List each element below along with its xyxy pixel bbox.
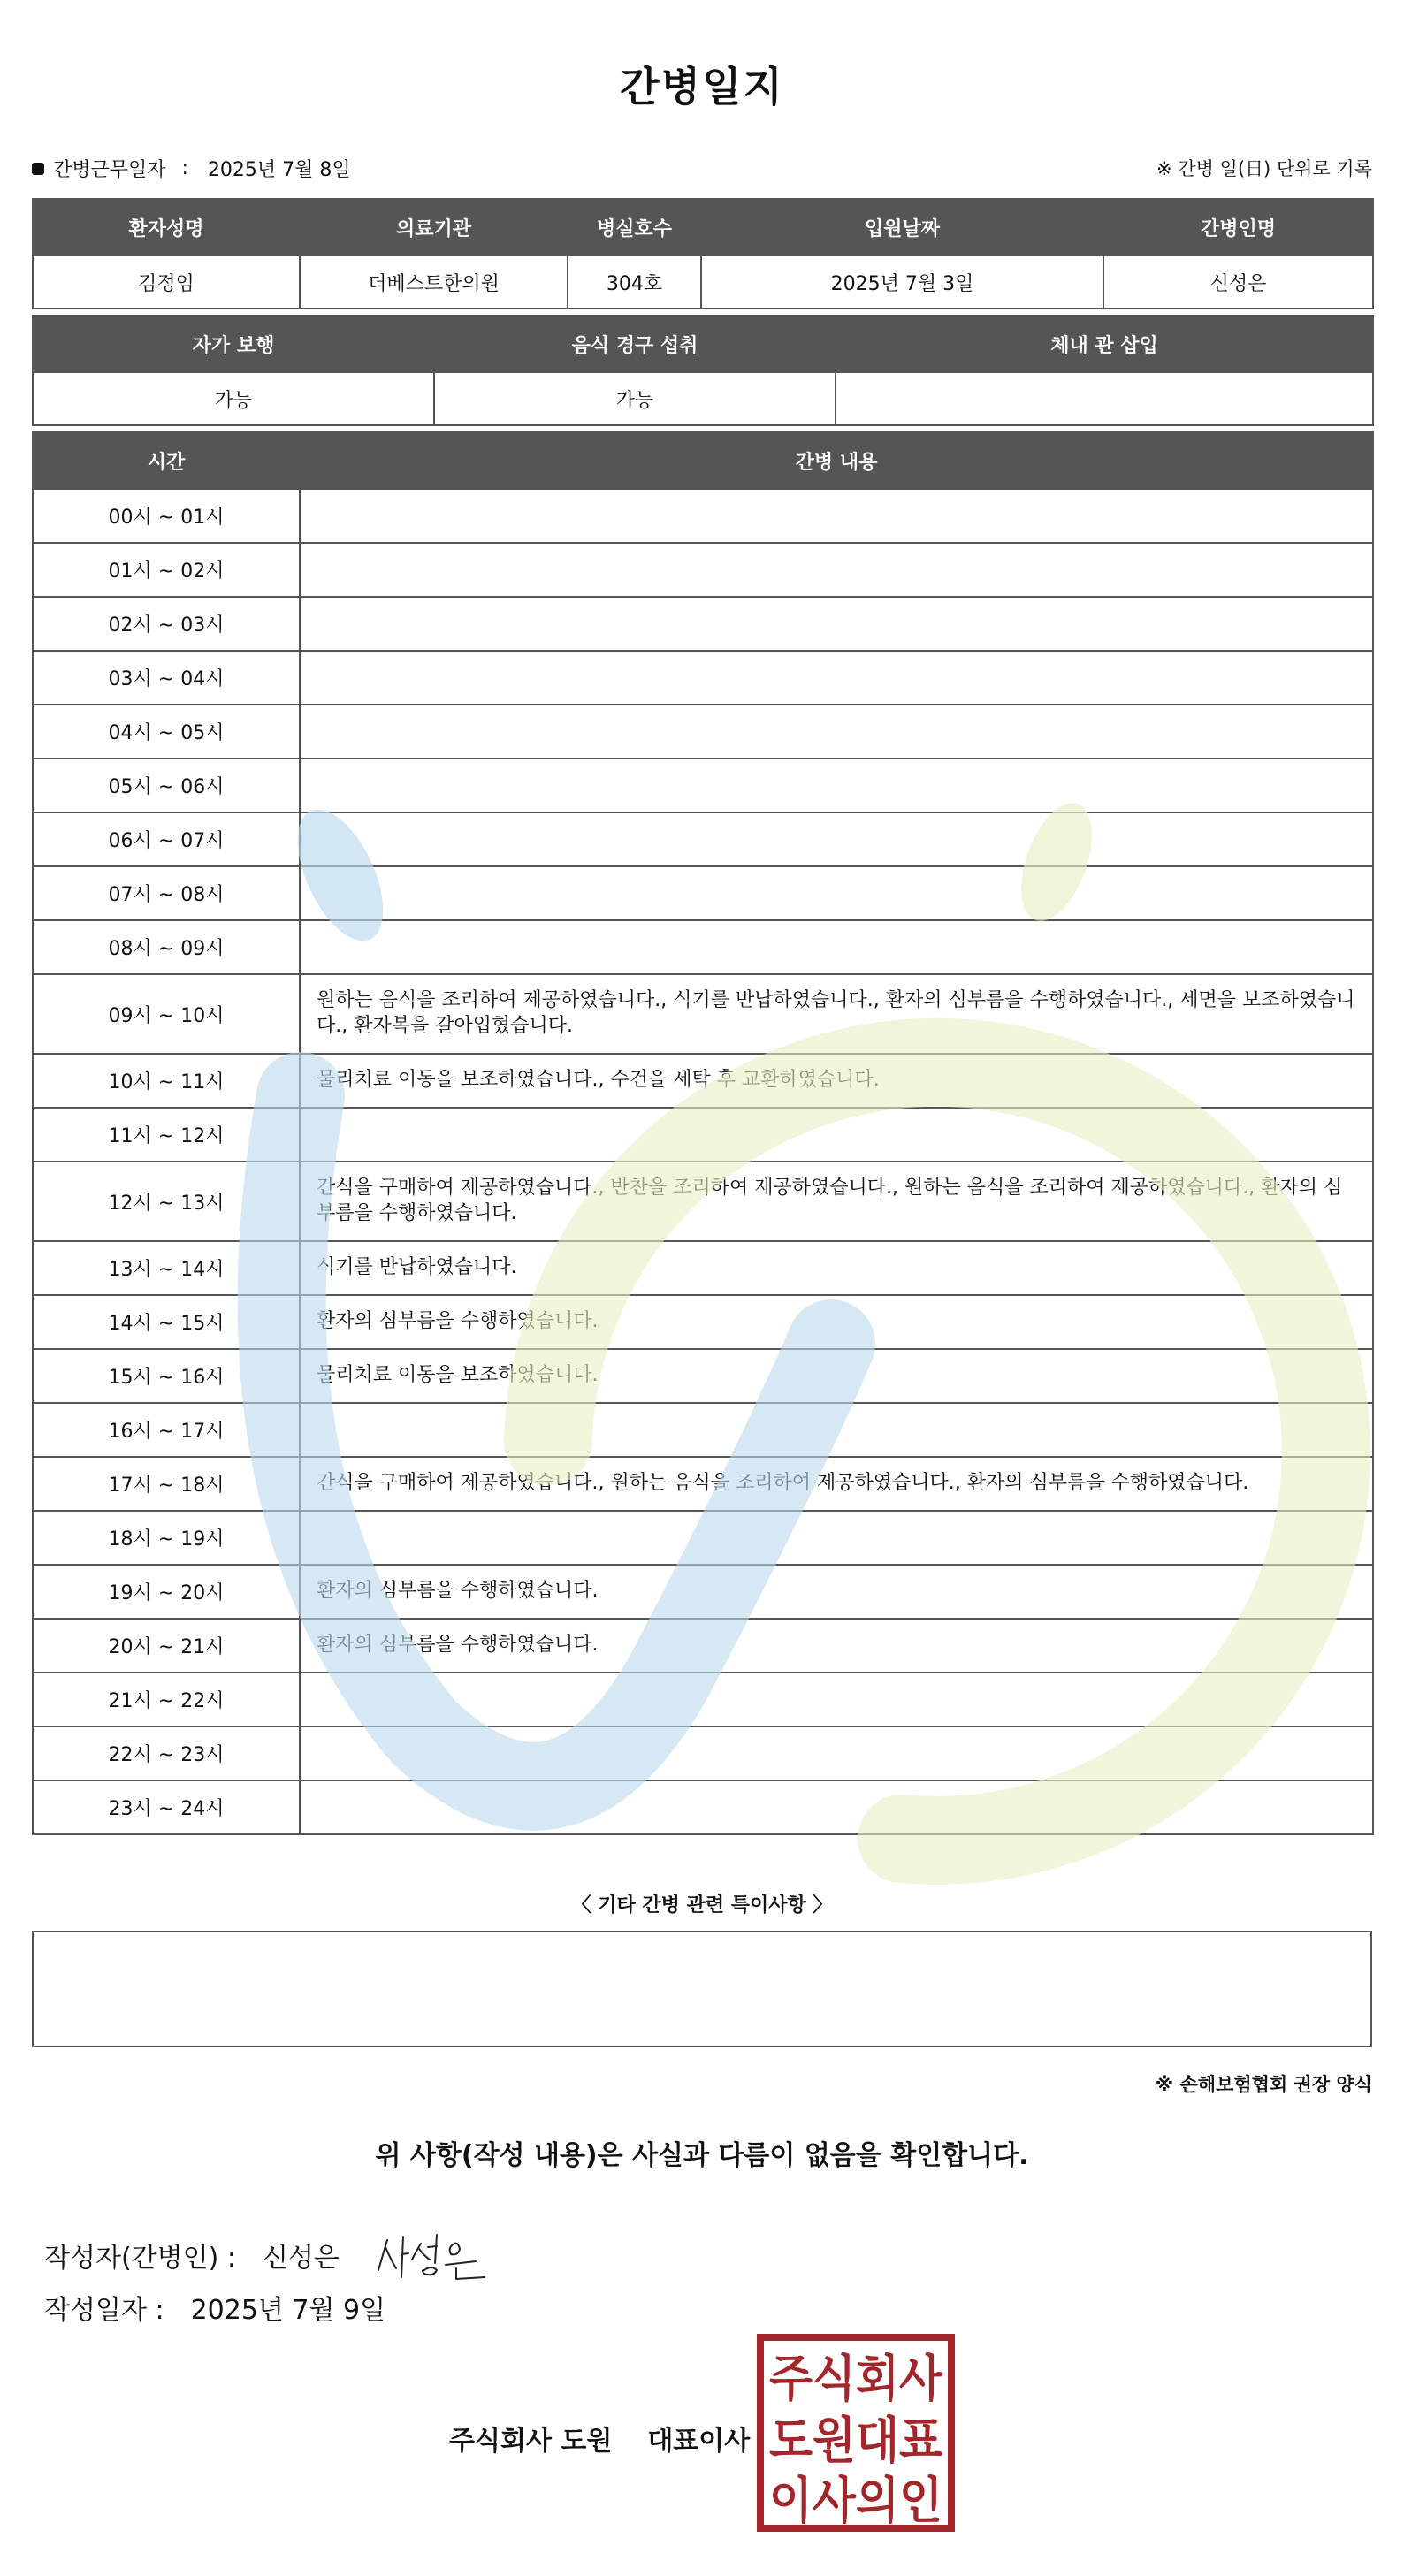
table-row	[33, 812, 1373, 866]
care-content-cell	[300, 1108, 1373, 1162]
care-log-table	[32, 431, 1374, 1835]
table-row	[33, 651, 1373, 705]
care-content-cell: 물리치료 이동을 보조하였습니다.	[300, 1349, 1373, 1403]
tube-insertion-cell	[836, 372, 1373, 425]
time-cell: 00시 ~ 01시	[33, 489, 300, 543]
confirmation-statement: 위 사항(작성 내용)은 사실과 다름이 없음을 확인합니다.	[375, 2140, 1029, 2171]
writer-line	[44, 2224, 507, 2286]
svg-text:이사의인: 이사의인	[769, 2473, 942, 2530]
svg-text:주식회사: 주식회사	[769, 2351, 943, 2408]
care-content-cell	[300, 758, 1373, 812]
admission-date-cell: 2025년 7월 3일	[701, 255, 1103, 309]
time-cell: 13시 ~ 14시	[33, 1241, 300, 1295]
header-self-walking: 자가 보행	[33, 316, 434, 372]
writer-label: 작성자(간병인) :	[44, 2243, 236, 2274]
patient-status-table	[32, 315, 1374, 426]
care-content-cell	[300, 597, 1373, 651]
table-row	[33, 758, 1373, 812]
time-cell: 21시 ~ 22시	[33, 1673, 300, 1726]
care-content-cell	[300, 489, 1373, 543]
time-cell: 18시 ~ 19시	[33, 1511, 300, 1565]
header-institution: 의료기관	[300, 199, 568, 255]
work-date-value: 2025년 7월 8일	[207, 159, 351, 181]
header-patient-name: 환자성명	[33, 199, 300, 255]
care-content-cell: 환자의 심부름을 수행하였습니다.	[300, 1295, 1373, 1349]
header-oral-intake: 음식 경구 섭취	[434, 316, 836, 372]
special-notes-box	[32, 1931, 1372, 2047]
table-row	[33, 920, 1373, 974]
time-cell: 14시 ~ 15시	[33, 1295, 300, 1349]
time-cell: 16시 ~ 17시	[33, 1403, 300, 1457]
care-content-cell	[300, 920, 1373, 974]
table-row	[33, 543, 1373, 597]
patient-info-table	[32, 198, 1374, 309]
table-row	[33, 1162, 1373, 1241]
table-row	[33, 1349, 1373, 1403]
time-cell: 23시 ~ 24시	[33, 1780, 300, 1834]
ceo-title: 대표이사	[647, 2426, 751, 2457]
care-content-cell: 원하는 음식을 조리하여 제공하였습니다., 식기를 반납하였습니다., 환자의 심부름을 수행하였습니다., 세면을 보조하였습니다., 환자복을 갈아입혔습니다.	[300, 974, 1373, 1054]
time-cell: 11시 ~ 12시	[33, 1108, 300, 1162]
care-content-cell	[300, 1673, 1373, 1726]
time-cell: 12시 ~ 13시	[33, 1162, 300, 1241]
time-cell: 09시 ~ 10시	[33, 974, 300, 1054]
care-content-cell	[300, 1726, 1373, 1780]
table-row	[33, 1565, 1373, 1619]
table-row	[33, 974, 1373, 1054]
header-admission-date: 입원날짜	[701, 199, 1103, 255]
header-caregiver: 간병인명	[1103, 199, 1373, 255]
company-name: 주식회사 도원	[449, 2426, 613, 2457]
writer-name: 신성은	[262, 2243, 340, 2274]
table-row	[33, 1054, 1373, 1108]
form-source-note: ※ 손해보험협회 권장 양식	[1155, 2074, 1372, 2095]
care-content-cell	[300, 1403, 1373, 1457]
time-cell: 03시 ~ 04시	[33, 651, 300, 705]
table-row	[33, 597, 1373, 651]
table-row	[33, 1780, 1373, 1834]
time-cell: 10시 ~ 11시	[33, 1054, 300, 1108]
table-row	[33, 1511, 1373, 1565]
care-content-cell	[300, 1780, 1373, 1834]
table-row	[33, 1241, 1373, 1295]
time-cell: 15시 ~ 16시	[33, 1349, 300, 1403]
care-content-cell: 간식을 구매하여 제공하였습니다., 반찬을 조리하여 제공하였습니다., 원하는 음식을 조리하여 제공하였습니다., 환자의 심부름을 수행하였습니다.	[300, 1162, 1373, 1241]
care-content-cell: 간식을 구매하여 제공하였습니다., 원하는 음식을 조리하여 제공하였습니다., 환자의 심부름을 수행하였습니다.	[300, 1457, 1373, 1511]
care-content-cell: 식기를 반납하였습니다.	[300, 1241, 1373, 1295]
table-row	[33, 1673, 1373, 1726]
care-content-cell: 환자의 심부름을 수행하였습니다.	[300, 1565, 1373, 1619]
svg-text:도원대표: 도원대표	[769, 2412, 942, 2470]
signature-icon	[375, 2224, 507, 2286]
written-date-label: 작성일자 :	[44, 2295, 164, 2326]
patient-name-cell: 김정임	[33, 255, 300, 309]
table-row	[33, 1726, 1373, 1780]
time-cell: 05시 ~ 06시	[33, 758, 300, 812]
written-date-line	[44, 2288, 385, 2327]
caregiver-cell: 신성은	[1103, 255, 1373, 309]
care-content-cell	[300, 543, 1373, 597]
work-date-line	[32, 155, 351, 182]
written-date-value: 2025년 7월 9일	[190, 2295, 386, 2326]
room-cell: 304호	[568, 255, 701, 309]
oral-intake-cell: 가능	[434, 372, 836, 425]
institution-cell: 더베스트한의원	[300, 255, 568, 309]
record-unit-note: ※ 간병 일(日) 단위로 기록	[1156, 158, 1372, 179]
header-room: 병실호수	[568, 199, 701, 255]
company-seal-icon	[757, 2334, 955, 2532]
table-row	[33, 489, 1373, 543]
care-content-cell	[300, 866, 1373, 920]
care-content-cell	[300, 705, 1373, 758]
bullet-icon	[32, 163, 44, 175]
time-cell: 22시 ~ 23시	[33, 1726, 300, 1780]
header-tube-insertion: 체내 관 삽입	[836, 316, 1373, 372]
table-row	[33, 1619, 1373, 1673]
table-row	[33, 1295, 1373, 1349]
time-cell: 17시 ~ 18시	[33, 1457, 300, 1511]
time-cell: 06시 ~ 07시	[33, 812, 300, 866]
header-care-content: 간병 내용	[300, 432, 1373, 489]
company-line	[449, 2419, 750, 2458]
table-row	[33, 866, 1373, 920]
care-content-cell	[300, 651, 1373, 705]
time-cell: 07시 ~ 08시	[33, 866, 300, 920]
page-title: 간병일지	[620, 63, 784, 111]
care-content-cell: 물리치료 이동을 보조하였습니다., 수건을 세탁 후 교환하였습니다.	[300, 1054, 1373, 1108]
care-content-cell	[300, 812, 1373, 866]
time-cell: 20시 ~ 21시	[33, 1619, 300, 1673]
work-date-label: 간병근무일자	[53, 159, 166, 181]
work-date-colon: :	[181, 157, 188, 179]
time-cell: 04시 ~ 05시	[33, 705, 300, 758]
care-content-cell: 환자의 심부름을 수행하였습니다.	[300, 1619, 1373, 1673]
care-content-cell	[300, 1511, 1373, 1565]
table-row	[33, 1108, 1373, 1162]
time-cell: 02시 ~ 03시	[33, 597, 300, 651]
time-cell: 01시 ~ 02시	[33, 543, 300, 597]
self-walking-cell: 가능	[33, 372, 434, 425]
table-row	[33, 705, 1373, 758]
table-row	[33, 1457, 1373, 1511]
table-row	[33, 1403, 1373, 1457]
time-cell: 19시 ~ 20시	[33, 1565, 300, 1619]
special-notes-title: 〈 기타 간병 관련 특이사항 〉	[571, 1894, 833, 1917]
header-time: 시간	[33, 432, 300, 489]
time-cell: 08시 ~ 09시	[33, 920, 300, 974]
